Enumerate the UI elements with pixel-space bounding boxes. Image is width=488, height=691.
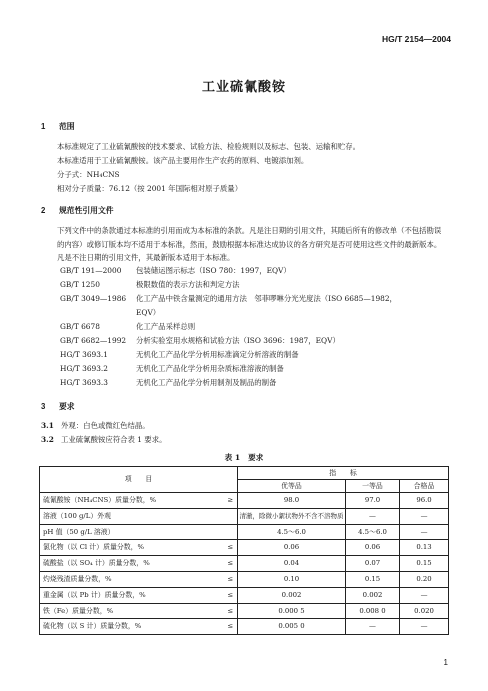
reference-title: 包装储运图示标志（ISO 780：1997，EQV） [136,266,291,275]
reference-item [60,350,299,359]
section-1-paragraph-1: 本标准规定了工业硫氰酸铵的技术要求、试验方法、检验规则以及标志、包装、运输和贮存。 [57,142,361,151]
table-row [40,508,449,524]
section-1-paragraph-2: 本标准适用于工业硫氰酸铵。该产品主要用作生产农药的原料、电镀添加剂。 [57,156,309,165]
table-number: 表 1 [224,453,241,462]
page-title: 工业硫氰酸铵 [201,80,286,95]
row-item: 重金属（以 Pb 计）质量分数，% [40,587,224,603]
row-operator: ≤ [224,587,238,603]
table-row [40,603,449,619]
clause-3-2-number: 3.2 [41,435,54,444]
molecular-mass: 相对分子质量：76.12（按 2001 年国际相对原子质量） [57,184,243,193]
row-item: 硫化物（以 S 计）质量分数，% [40,619,224,635]
column-header-item: 项 目 [40,467,238,493]
cell-premium: 0.10 [238,571,346,587]
molecular-formula: 分子式：NH₄CNS [57,170,120,179]
row-item: 硫氰酸铵（NH₄CNS）质量分数，% [40,493,224,509]
row-operator: ≤ [224,556,238,572]
reference-title: EQV） [136,308,161,317]
cell-premium: 清澈，除微小絮状物外不含不溶物质 [238,508,346,524]
reference-item [60,336,340,345]
reference-code: GB/T 6682—1992 [60,336,127,345]
section-3-title: 要求 [59,402,75,411]
cell-premium: 98.0 [238,493,346,509]
cell-first-grade: 0.002 [346,587,400,603]
row-item: 溶液（100 g/L）外观 [40,508,224,524]
table-row [40,571,449,587]
reference-title: 化工产品采样总则 [136,322,196,331]
clause-3-1 [41,421,150,430]
clause-3-2 [41,435,166,444]
requirements-table [39,466,449,635]
column-header-grade: 优等品 [238,480,346,493]
table-row [40,587,449,603]
table-row [40,493,449,509]
row-operator: ≥ [224,493,238,509]
section-2-title: 规范性引用文件 [59,206,114,215]
row-item: 硫酸盐（以 SO₄ 计）质量分数，% [40,556,224,572]
reference-code: GB/T 1250 [60,280,100,289]
reference-item-continued [60,308,160,317]
reference-item [60,294,397,303]
cell-qualified: — [400,508,449,524]
row-operator: ≤ [224,603,238,619]
column-header-index: 指 标 [238,467,449,480]
reference-item [60,322,195,331]
cell-first-grade: 0.07 [346,556,400,572]
cell-qualified: 0.020 [400,603,449,619]
reference-code: HG/T 3693.1 [60,350,108,359]
section-3-number: 3 [41,402,46,411]
cell-qualified: — [400,524,449,540]
reference-title: 化工产品中铁含量测定的通用方法 邻菲啰啉分光光度法（ISO 6685—1982， [136,294,397,303]
row-operator: ≤ [224,619,238,635]
cell-first-grade: 97.0 [346,493,400,509]
cell-premium: 0.002 [238,587,346,603]
cell-first-grade: — [346,508,400,524]
cell-premium: 0.04 [238,556,346,572]
section-1-number: 1 [41,122,46,131]
row-item: 铁（Fe）质量分数，% [40,603,224,619]
reference-code: GB/T 3049—1986 [60,294,127,303]
row-operator: ≤ [224,540,238,556]
cell-qualified: — [400,619,449,635]
row-operator [224,524,238,540]
table-row [40,524,449,540]
reference-item [60,364,284,373]
clause-3-1-text: 外观：白色或微红色结晶。 [61,421,150,430]
cell-premium: 0.000 5 [238,603,346,619]
cell-premium: 0.005 0 [238,619,346,635]
reference-code: GB/T 6678 [60,322,100,331]
clause-3-2-text: 工业硫氰酸铵应符合表 1 要求。 [61,435,167,444]
row-item: 氯化物（以 Cl 计）质量分数，% [40,540,224,556]
table-row [40,619,449,635]
reference-title: 无机化工产品化学分析用标准滴定分析溶液的制备 [136,350,299,359]
column-header-grade: 一等品 [346,480,400,493]
reference-title: 极限数值的表示方法和判定方法 [136,280,240,289]
row-operator: ≤ [224,571,238,587]
section-3-heading [41,402,75,412]
table-caption [0,453,488,462]
row-operator [224,508,238,524]
page-number: 1 [443,658,448,667]
section-2-intro: 下列文件中的条款通过本标准的引用而成为本标准的条款。凡是注日期的引用文件，其随后所有的修改单（不包括勘误的内容）或修订版本均不适用于本标准，然而，鼓励根据本标准达成协议的各方研究是否可使用这些文件的最新版本。凡是不注日期的引用文件，其最新版本适用于本标准。 [57,226,442,262]
cell-qualified: 96.0 [400,493,449,509]
cell-first-grade: 0.15 [346,571,400,587]
reference-title: 无机化工产品化学分析用制剂及制品的制备 [136,378,277,387]
table-title: 要求 [248,453,264,462]
cell-first-grade: 0.008 0 [346,603,400,619]
reference-title: 分析实验室用水规格和试验方法（ISO 3696：1987，EQV） [136,336,340,345]
cell-first-grade: 0.06 [346,540,400,556]
cell-qualified: — [400,587,449,603]
clause-3-1-number: 3.1 [41,421,54,430]
cell-qualified: 0.13 [400,540,449,556]
table-row [40,556,449,572]
column-header-grade: 合格品 [400,480,449,493]
reference-title: 无机化工产品化学分析用杂质标准溶液的制备 [136,364,284,373]
cell-qualified: 0.15 [400,556,449,572]
section-2-heading [41,206,114,216]
row-item: pH 值（50 g/L 溶液） [40,524,224,540]
table-header-row [40,467,449,480]
reference-item [60,378,276,387]
reference-item [60,280,239,289]
cell-first-grade: — [346,619,400,635]
reference-code: HG/T 3693.2 [60,364,108,373]
reference-item [60,266,291,275]
table-row [40,540,449,556]
reference-code: GB/T 191—2000 [60,266,122,275]
row-item: 灼烧残渣质量分数，% [40,571,224,587]
section-2-number: 2 [41,206,46,215]
cell-first-grade: 4.5～6.0 [346,524,400,540]
section-1-heading [41,122,75,132]
cell-qualified: 0.20 [400,571,449,587]
cell-premium: 0.06 [238,540,346,556]
cell-premium: 4.5～6.0 [238,524,346,540]
reference-code: HG/T 3693.3 [60,378,108,387]
standard-number: HG/T 2154—2004 [382,34,451,44]
section-1-title: 范围 [59,122,75,131]
